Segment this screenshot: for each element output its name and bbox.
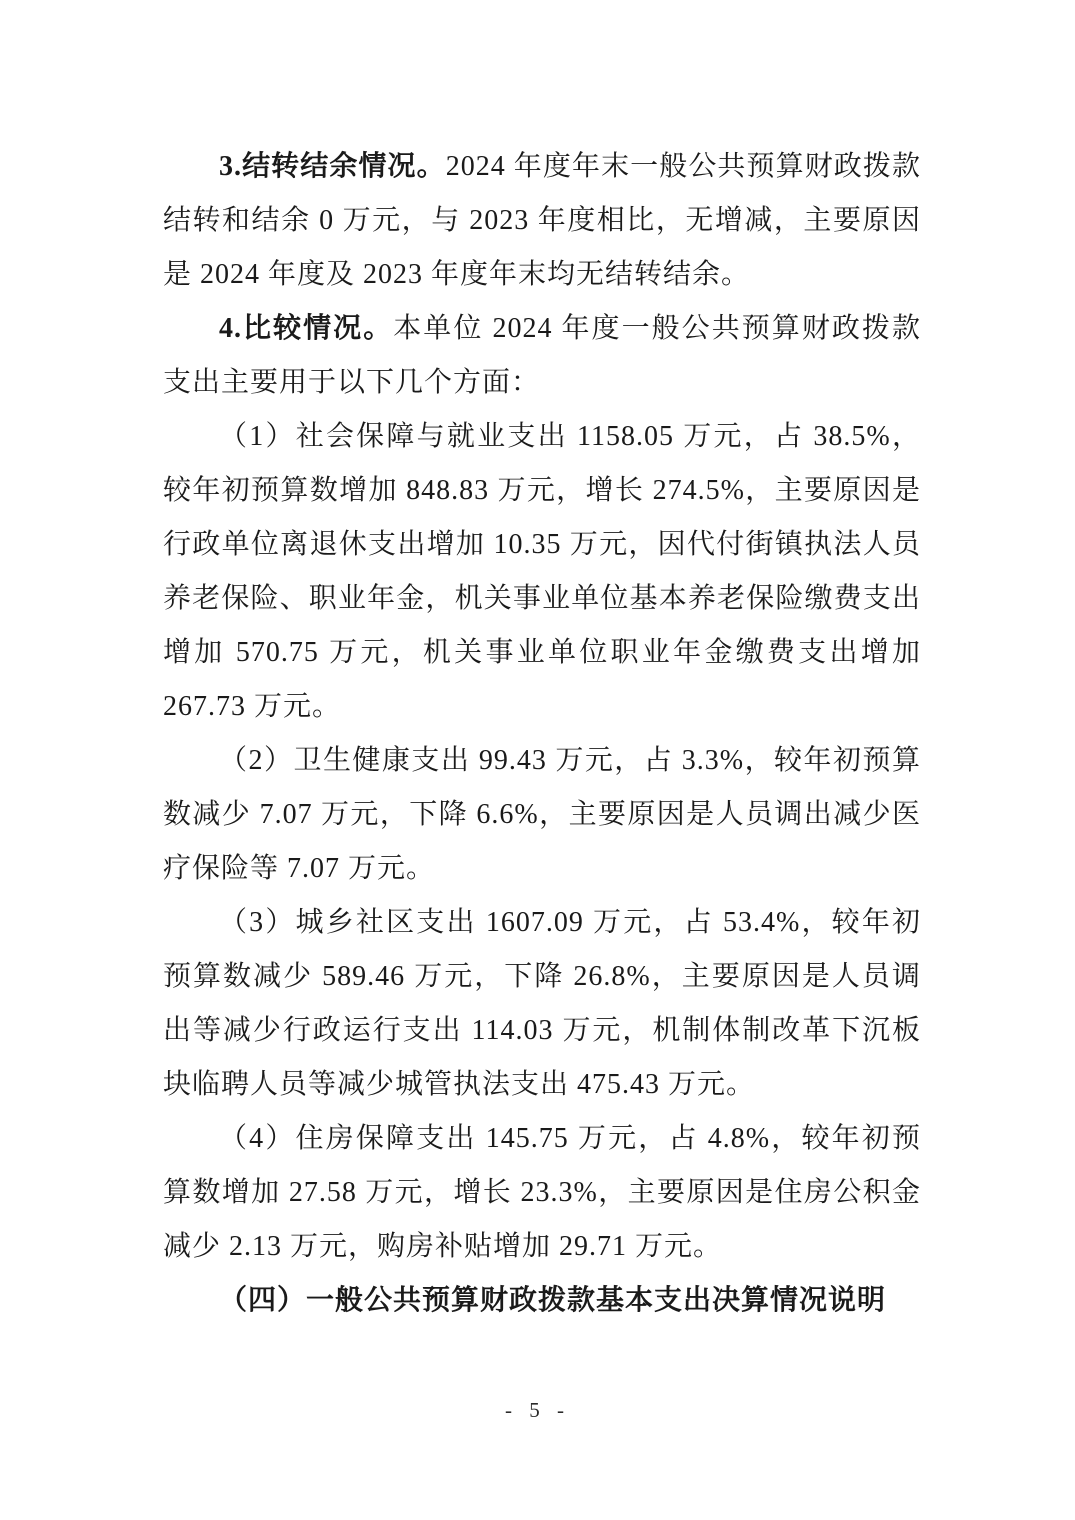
- paragraph-lead: （四）一般公共预算财政拨款基本支出决算情况说明: [219, 1285, 887, 1316]
- paragraph-lead: 4.比较情况。: [219, 313, 394, 344]
- page-number: - 5 -: [505, 1398, 570, 1422]
- document-body: [163, 140, 921, 1328]
- paragraph-text: （2）卫生健康支出 99.43 万元，占 3.3%，较年初预算数减少 7.07 万元，下降 6.6%，主要原因是人员调出减少医疗保险等 7.07 万元。: [163, 745, 921, 884]
- paragraph-text: （3）城乡社区支出 1607.09 万元，占 53.4%，较年初预算数减少 589.46 万元，下降 26.8%，主要原因是人员调出等减少行政运行支出 114.03 万元，机制体制改革下沉板块临聘人员等减少城管执法支出 475.43 万元。: [163, 907, 921, 1100]
- paragraph-text: 本单位 2024 年度一般公共预算财政拨款支出主要用于以下几个方面：: [163, 313, 921, 398]
- paragraph-item-3-urban-rural: [163, 896, 921, 1112]
- paragraph-text: （4）住房保障支出 145.75 万元，占 4.8%，较年初预算数增加 27.58 万元，增长 23.3%，主要原因是住房公积金减少 2.13 万元，购房补贴增加 29.71 万元。: [163, 1123, 921, 1262]
- paragraph-text: 2024 年度年末一般公共预算财政拨款结转和结余 0 万元，与 2023 年度相比，无增减，主要原因是 2024 年度及 2023 年度年末均无结转结余。: [163, 151, 921, 290]
- paragraph-carryover: [163, 140, 921, 302]
- paragraph-comparison: [163, 302, 921, 410]
- section-heading-basic-expenditure: [163, 1274, 921, 1328]
- paragraph-item-1-social-security: [163, 410, 921, 734]
- paragraph-item-2-health: [163, 734, 921, 896]
- paragraph-text: （1）社会保障与就业支出 1158.05 万元，占 38.5%，较年初预算数增加 848.83 万元，增长 274.5%，主要原因是行政单位离退休支出增加 10.35 万元，因代付街镇执法人员养老保险、职业年金，机关事业单位基本养老保险缴费支出增加 570.75 万元，机关事业单位职业年金缴费支出增加 267.73 万元。: [163, 421, 921, 722]
- paragraph-lead: 3.结转结余情况。: [219, 151, 446, 182]
- paragraph-item-4-housing: [163, 1112, 921, 1274]
